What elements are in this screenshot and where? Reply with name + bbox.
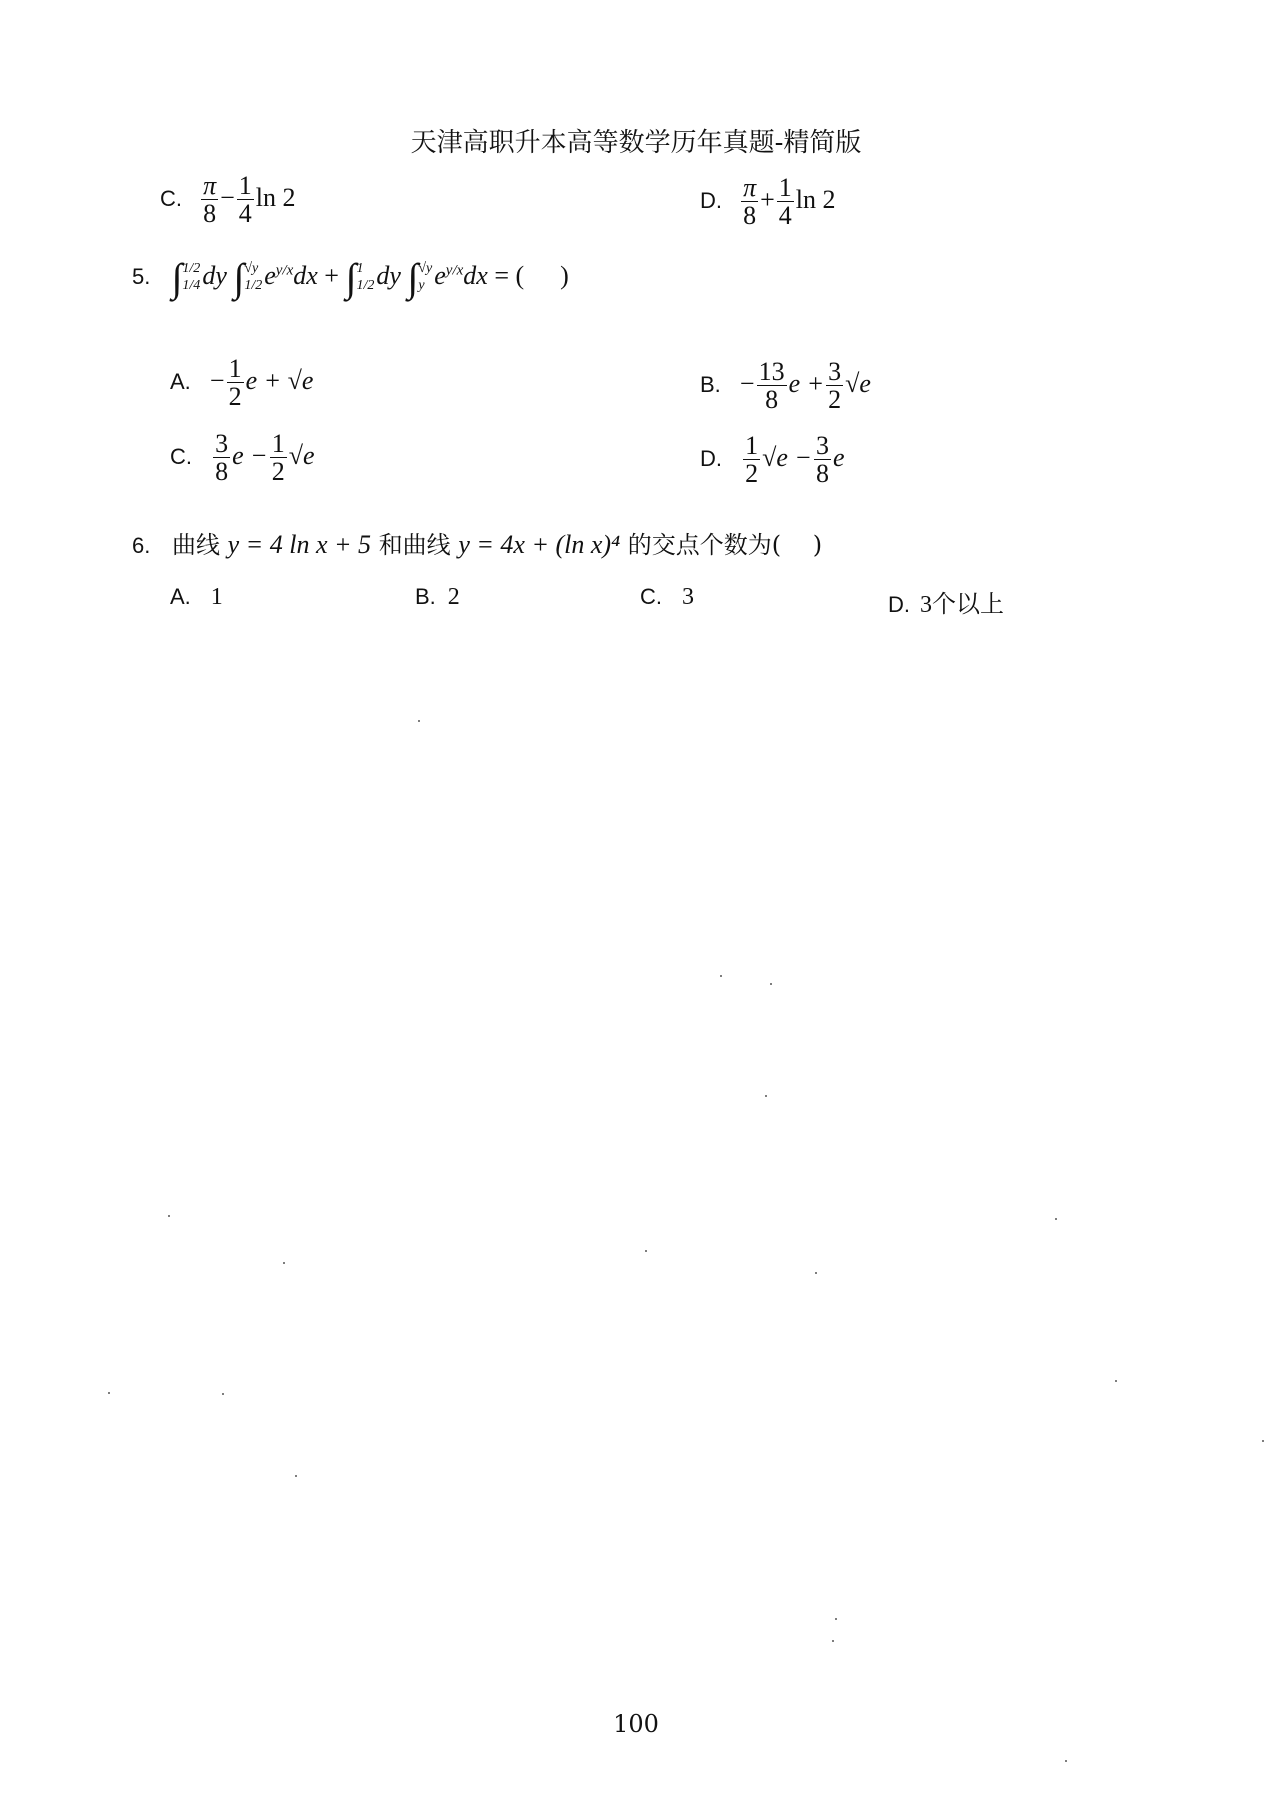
q6-option-a: A. 1	[170, 584, 223, 610]
page-header: 天津高职升本高等数学历年真题-精简版	[410, 128, 862, 158]
scan-speck	[1055, 1218, 1057, 1220]
scan-speck	[765, 1095, 767, 1097]
fraction: $\frac{1}{2}$	[228, 354, 242, 412]
scan-speck	[645, 1250, 647, 1252]
q5-expression: ∫ 1/2 1/4 dy ∫ √y 1/2 $e^{y/x}dx$ + ∫ 1 1/2 dy ∫ √y y $e^{y/x}dx$ = ( )	[171, 255, 569, 300]
fraction: $\frac{3}{2}$	[828, 357, 842, 415]
fraction: $\frac{1}{2}$	[271, 429, 285, 487]
q6-option-d: D. 3个以上	[888, 592, 1004, 618]
fraction: $\frac{1}{2}$	[745, 431, 759, 489]
scan-speck	[1115, 1380, 1117, 1382]
q5-option-b: B. − $\frac{13}{8}$ e + $\frac{3}{2}$ √e	[700, 357, 871, 415]
question-5: 5. ∫ 1/2 1/4 dy ∫ √y 1/2 $e^{y/x}dx$ + ∫ 1 1/2 dy ∫ √y y $e^{y/x}dx$ = ( )	[132, 255, 569, 300]
fraction: $\frac{\pi}{8}$	[743, 173, 757, 231]
scan-speck	[720, 975, 722, 977]
scan-speck	[283, 1262, 285, 1264]
q6-option-c: C. 3	[640, 584, 694, 610]
q5-option-c: C. $\frac{3}{8}$ e − $\frac{1}{2}$ √e	[170, 429, 315, 487]
fraction: $\frac{\pi}{8}$	[203, 171, 217, 229]
scan-speck	[418, 720, 420, 722]
scan-speck	[1065, 1760, 1067, 1762]
fraction: $\frac{3}{8}$	[815, 431, 829, 489]
scan-speck	[222, 1393, 224, 1395]
scan-speck	[1262, 1440, 1264, 1442]
fraction: $\frac{1}{4}$	[238, 171, 252, 229]
scan-speck	[832, 1640, 834, 1642]
q6-option-b: B. 2	[415, 584, 460, 610]
q4-option-c: C. $\frac{\pi}{8}$ − $\frac{1}{4}$ ln 2	[160, 171, 296, 229]
q5-option-a: A. − $\frac{1}{2}$ e + √e	[170, 354, 314, 412]
q5-option-d: D. $\frac{1}{2}$ √e − $\frac{3}{8}$ e	[700, 431, 845, 489]
page-number: 100	[613, 1710, 659, 1738]
scan-speck	[108, 1392, 110, 1394]
scan-speck	[295, 1475, 297, 1477]
question-6: 6. 曲线 y = 4 ln x + 5 和曲线 y = 4x + (ln x)⁴ 的交点个数为( )	[132, 530, 823, 559]
fraction: $\frac{1}{4}$	[778, 173, 792, 231]
scan-speck	[835, 1618, 837, 1620]
scan-speck	[815, 1272, 817, 1274]
q4-option-d: D. $\frac{\pi}{8}$ + $\frac{1}{4}$ ln 2	[700, 173, 836, 231]
scan-speck	[770, 983, 772, 985]
scan-speck	[168, 1215, 170, 1217]
fraction: $\frac{13}{8}$	[758, 357, 785, 415]
fraction: $\frac{3}{8}$	[215, 429, 229, 487]
